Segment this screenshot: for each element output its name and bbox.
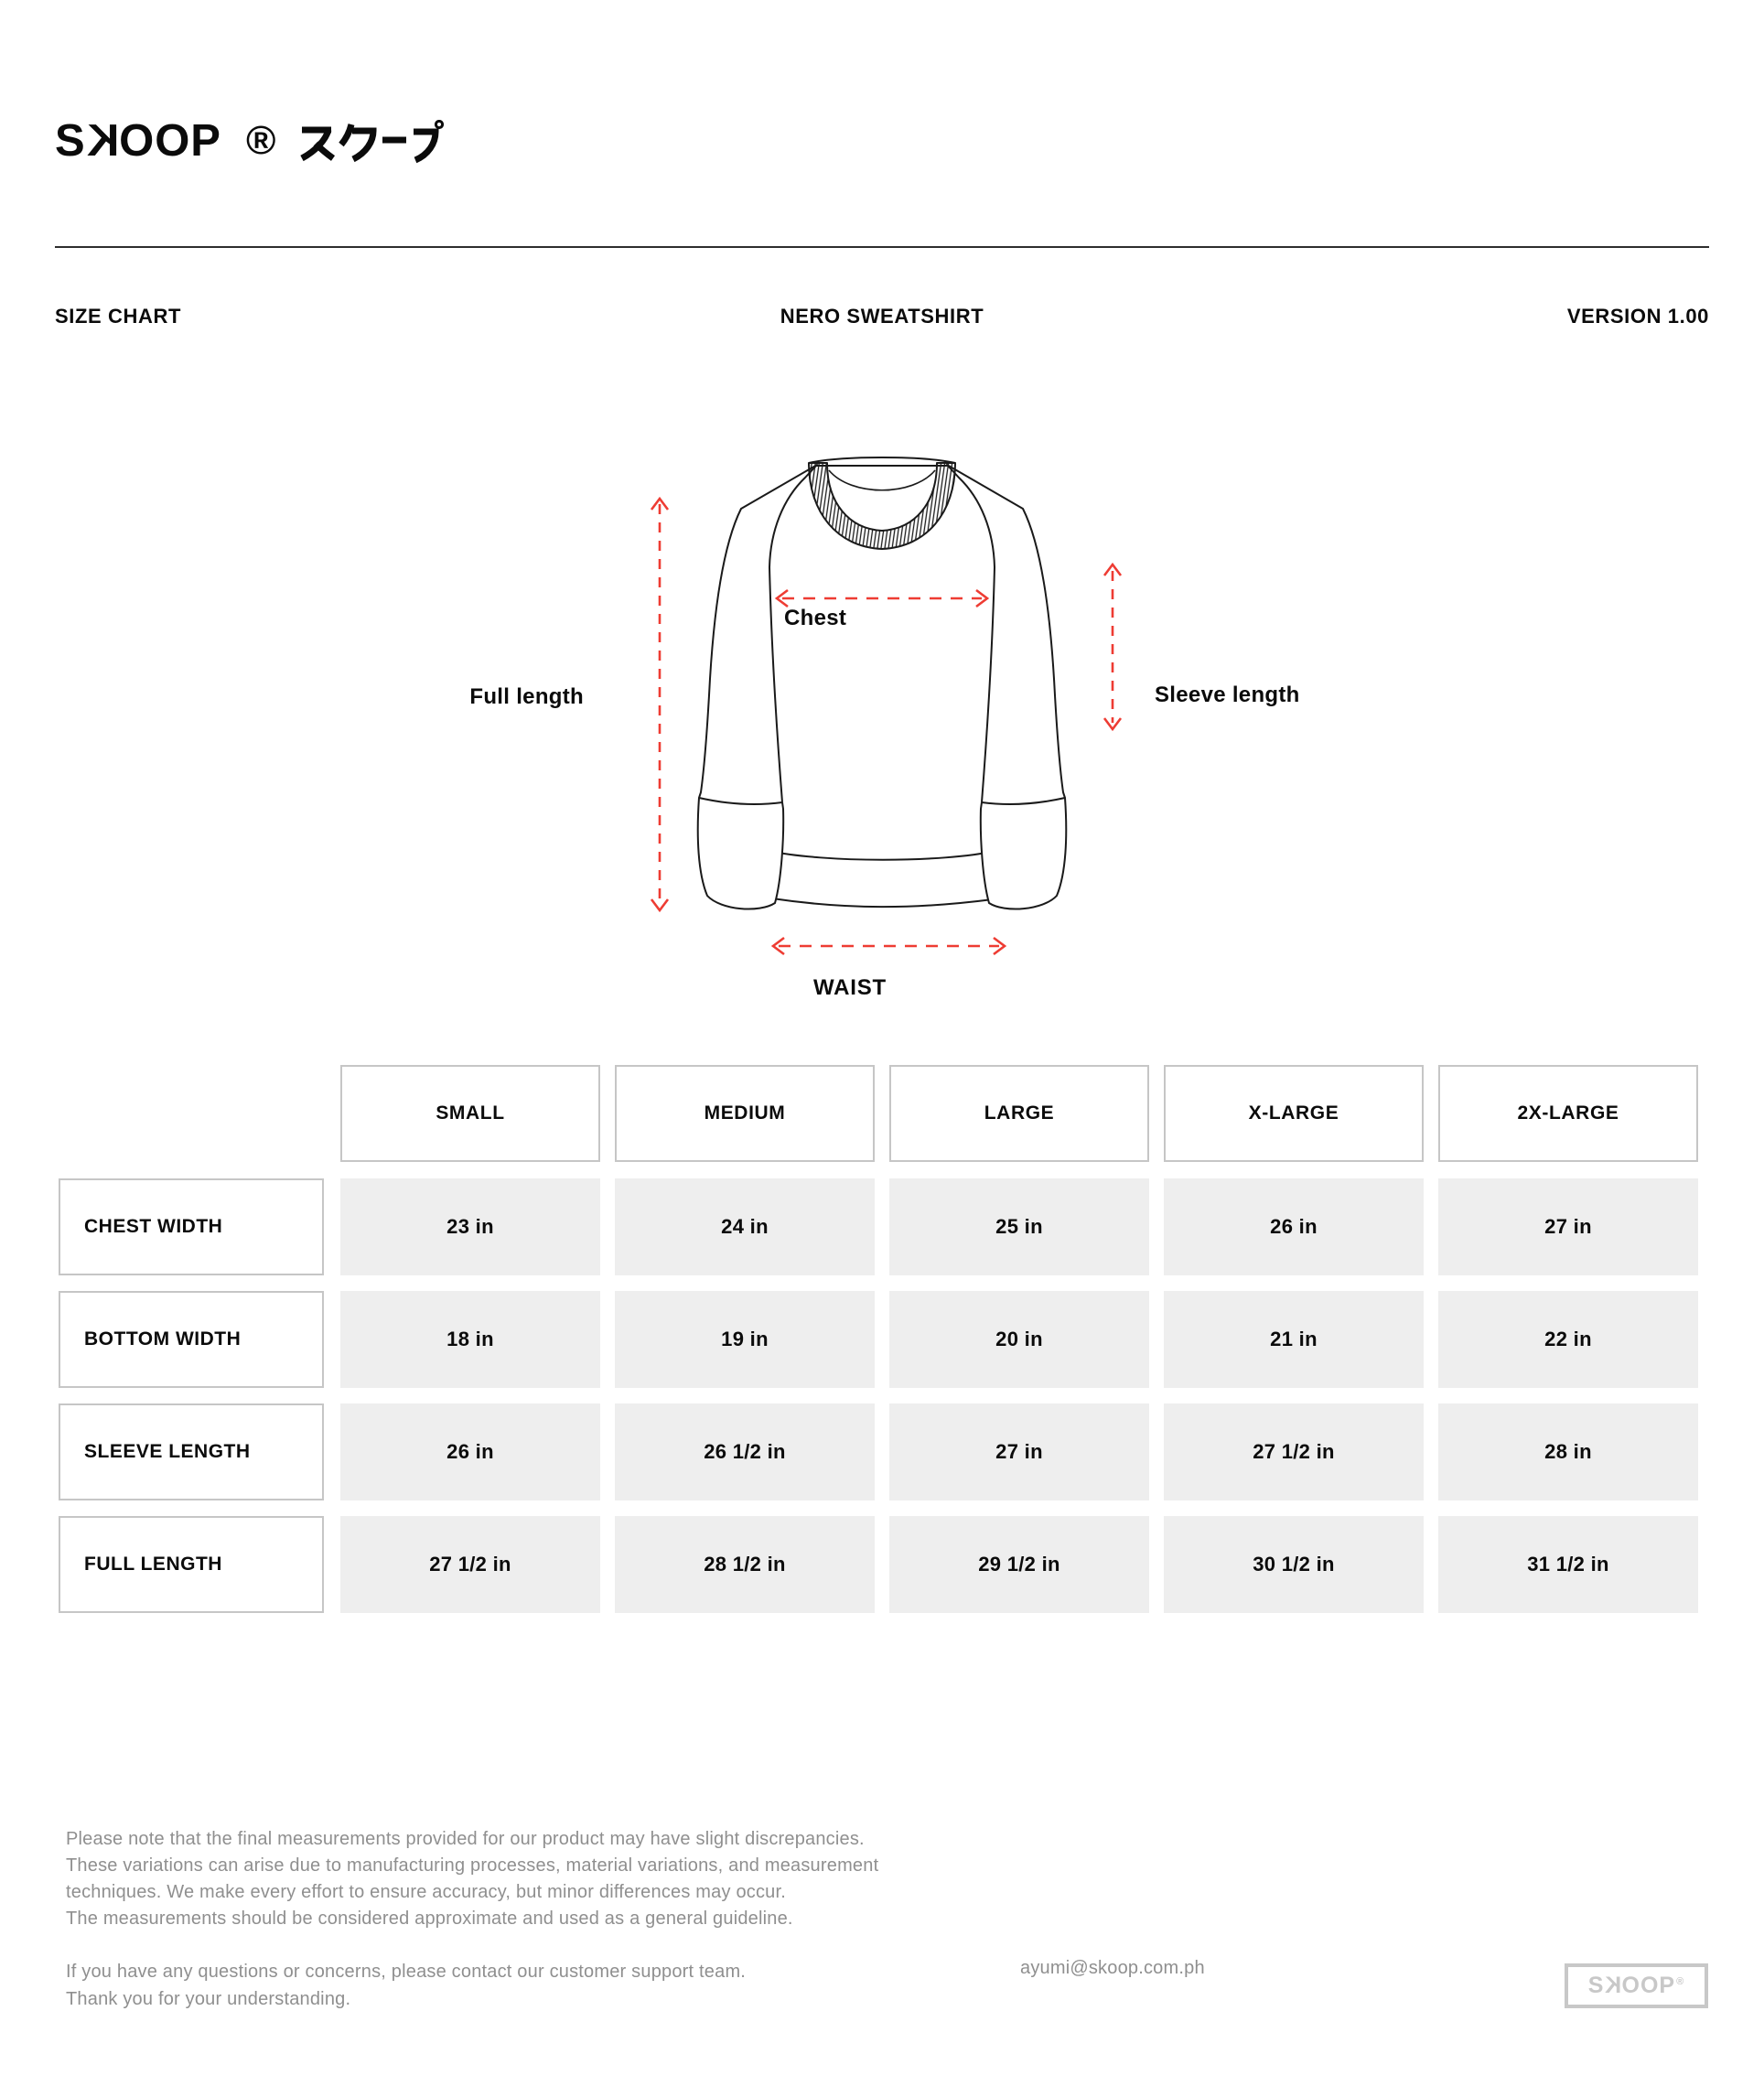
contact-line: If you have any questions or concerns, please contact our customer support team.	[66, 1962, 747, 1982]
measurement-value: 29 1/2 in	[889, 1516, 1149, 1613]
footer-brand-badge	[1565, 1963, 1708, 2008]
measurement-value: 26 in	[1164, 1178, 1424, 1275]
disclaimer-paragraph	[66, 1826, 878, 1932]
logo-letters: OOP	[119, 116, 221, 166]
logo-letter: S	[55, 116, 86, 166]
size-column-header: 2X-LARGE	[1438, 1065, 1698, 1162]
product-name: NERO SWEATSHIRT	[780, 305, 984, 328]
size-column-header: MEDIUM	[615, 1065, 875, 1162]
measurement-value: 26 1/2 in	[615, 1403, 875, 1500]
disclaimer-line: The measurements should be considered approximate and used as a general guideline.	[66, 1909, 793, 1929]
support-email: ayumi@skoop.com.ph	[1020, 1958, 1205, 1978]
brand-logo	[55, 117, 445, 165]
measurement-value: 27 1/2 in	[340, 1516, 600, 1613]
measurement-value: 28 1/2 in	[615, 1516, 875, 1613]
measurement-value: 22 in	[1438, 1291, 1698, 1388]
measurement-value: 23 in	[340, 1178, 600, 1275]
measurement-value: 21 in	[1164, 1291, 1424, 1388]
badge-registered-icon: ®	[1676, 1975, 1685, 1987]
sleeve-length-label: Sleeve length	[1155, 683, 1300, 707]
disclaimer-line: Please note that the final measurements provided for our product may have slight discrepancies.	[66, 1829, 865, 1849]
measurement-value: 19 in	[615, 1291, 875, 1388]
chest-label: Chest	[784, 606, 847, 630]
version-label: VERSION 1.00	[1566, 305, 1709, 328]
sweatshirt-outline	[698, 457, 1067, 909]
measurement-value: 26 in	[340, 1403, 600, 1500]
measurement-row-label: SLEEVE LENGTH	[59, 1403, 324, 1500]
logo-mirrored-k: K	[85, 116, 120, 166]
measurement-value: 27 in	[889, 1403, 1149, 1500]
measurement-value: 27 in	[1438, 1178, 1698, 1275]
contact-paragraph	[66, 1958, 746, 2013]
measurement-row-label: BOTTOM WIDTH	[59, 1291, 324, 1388]
disclaimer-line: These variations can arise due to manufacturing processes, material variations, and measurement	[66, 1855, 879, 1876]
logo-katakana	[300, 120, 445, 164]
size-column-header: SMALL	[340, 1065, 600, 1162]
badge-text: SKOOP®	[1587, 1973, 1685, 1998]
measurement-value: 18 in	[340, 1291, 600, 1388]
measurement-value: 25 in	[889, 1178, 1149, 1275]
measurement-value: 24 in	[615, 1178, 875, 1275]
registered-trademark-icon: ®	[246, 118, 276, 163]
measurement-value: 28 in	[1438, 1403, 1698, 1500]
measurement-value: 30 1/2 in	[1164, 1516, 1424, 1613]
header-divider	[55, 246, 1709, 248]
measurement-row-label: FULL LENGTH	[59, 1516, 324, 1613]
measurement-value: 27 1/2 in	[1164, 1403, 1424, 1500]
size-column-header: LARGE	[889, 1065, 1149, 1162]
contact-line: Thank you for your understanding.	[66, 1989, 351, 2009]
disclaimer-line: techniques. We make every effort to ensure accuracy, but minor differences may occur.	[66, 1882, 786, 1902]
sweatshirt-diagram	[421, 430, 1354, 1025]
measurement-value: 20 in	[889, 1291, 1149, 1388]
full-length-label: Full length	[469, 684, 584, 709]
document-type-label: SIZE CHART	[55, 305, 181, 328]
size-column-header: X-LARGE	[1164, 1065, 1424, 1162]
waist-label: WAIST	[813, 975, 887, 1000]
measurement-row-label: CHEST WIDTH	[59, 1178, 324, 1275]
measurement-value: 31 1/2 in	[1438, 1516, 1698, 1613]
